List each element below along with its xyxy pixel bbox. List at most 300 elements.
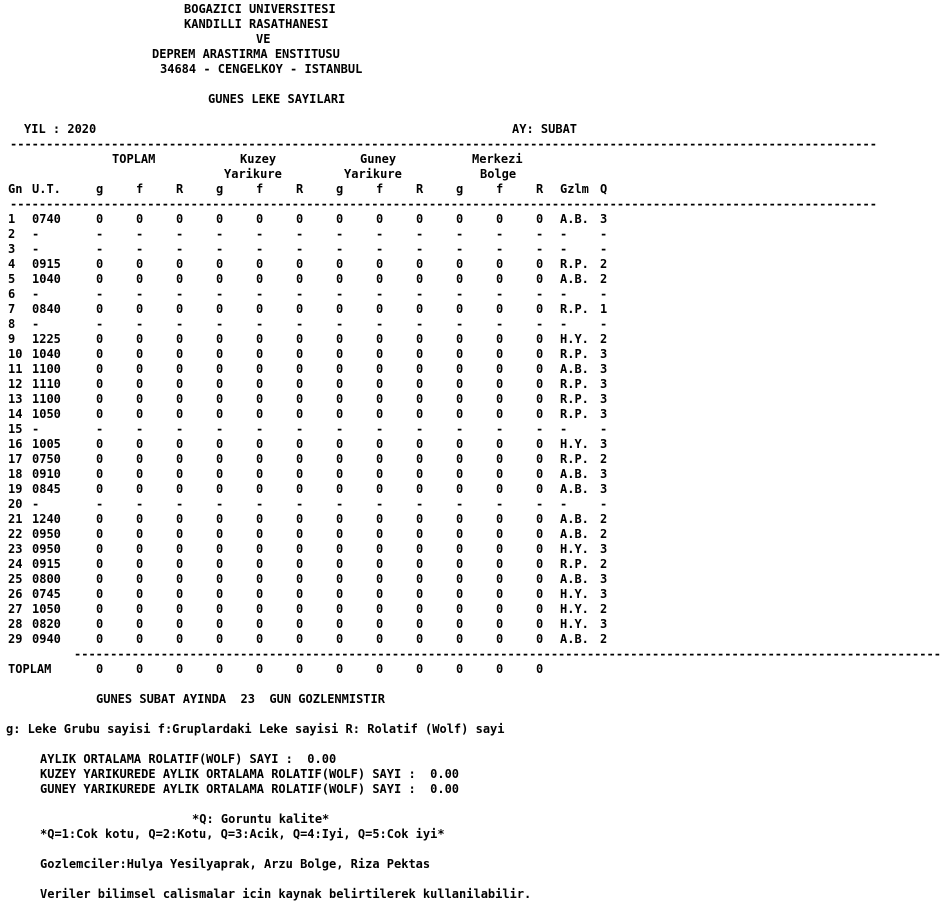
row-merkezi-r: 0 [536,302,544,316]
row-guney-r: 0 [416,377,424,391]
table-row [0,362,628,377]
row-kuzey-g: 0 [216,602,224,616]
row-kuzey-r: 0 [296,452,304,466]
row-kuzey-f: 0 [256,332,264,346]
total-guney-r: 0 [416,662,424,676]
row-guney-f: 0 [376,527,384,541]
row-toplam-r: 0 [176,572,184,586]
row-day: 11 [8,362,23,376]
row-toplam-g: 0 [96,407,104,421]
table-row [0,317,628,332]
row-merkezi-f: 0 [496,392,504,406]
row-day: 13 [8,392,23,406]
row-merkezi-r: 0 [536,392,544,406]
row-quality: - [600,497,608,511]
row-guney-f: 0 [376,452,384,466]
row-guney-r: - [416,242,424,256]
row-guney-r: 0 [416,557,424,571]
quality-scale: *Q=1:Cok kotu, Q=2:Kotu, Q=3:Acik, Q=4:Iyi, Q=5:Cok iyi* [40,827,445,841]
row-merkezi-f: - [496,227,504,241]
observatory-name: KANDILLI RASATHANESI [184,17,329,31]
row-merkezi-f: 0 [496,512,504,526]
group-header-kuzey: Kuzey [240,152,277,166]
top-rule: ------------------------------------------------------------------------------------------------------------------------ [10,137,877,151]
row-ut: 1225 [32,332,61,346]
row-guney-f: 0 [376,302,384,316]
row-observer: A.B. [560,272,589,286]
row-merkezi-f: 0 [496,437,504,451]
row-guney-g: 0 [336,377,344,391]
row-merkezi-g: 0 [456,362,464,376]
row-day: 3 [8,242,16,256]
row-day: 27 [8,602,23,616]
col-guney-r: R [416,182,424,196]
row-guney-r: 0 [416,632,424,646]
row-toplam-r: 0 [176,512,184,526]
row-toplam-g: 0 [96,617,104,631]
row-guney-r: 0 [416,332,424,346]
row-merkezi-g: 0 [456,272,464,286]
row-merkezi-g: - [456,497,464,511]
row-kuzey-r: 0 [296,557,304,571]
total-toplam-r: 0 [176,662,184,676]
total-merkezi-f: 0 [496,662,504,676]
group-subheader-guney: Yarikure [344,167,402,181]
observers-line: Gozlemciler:Hulya Yesilyaprak, Arzu Bolge, Riza Pektas [40,857,431,871]
row-kuzey-f: 0 [256,212,264,226]
row-merkezi-g: 0 [456,572,464,586]
row-kuzey-f: 0 [256,467,264,481]
row-day: 24 [8,557,23,571]
row-quality: 3 [600,467,608,481]
row-toplam-f: 0 [136,572,144,586]
row-kuzey-g: 0 [216,377,224,391]
row-toplam-r: 0 [176,212,184,226]
row-kuzey-g: 0 [216,542,224,556]
row-merkezi-f: 0 [496,557,504,571]
row-guney-f: - [376,287,384,301]
row-toplam-f: - [136,287,144,301]
row-toplam-r: 0 [176,557,184,571]
row-observer: H.Y. [560,437,589,451]
row-toplam-r: 0 [176,407,184,421]
row-ut: 1100 [32,392,61,406]
row-toplam-g: 0 [96,632,104,646]
row-toplam-f: - [136,227,144,241]
table-row [0,542,628,557]
row-toplam-f: 0 [136,362,144,376]
table-row [0,587,628,602]
row-toplam-r: 0 [176,272,184,286]
row-quality: 2 [600,527,608,541]
row-merkezi-f: 0 [496,572,504,586]
row-kuzey-r: 0 [296,512,304,526]
row-ut: 1040 [32,272,61,286]
row-kuzey-r: 0 [296,257,304,271]
row-toplam-g: - [96,242,104,256]
row-guney-r: 0 [416,392,424,406]
col-q: Q [600,182,608,196]
row-merkezi-r: - [536,422,544,436]
table-row [0,302,628,317]
total-kuzey-g: 0 [216,662,224,676]
table-row [0,512,628,527]
row-toplam-g: 0 [96,212,104,226]
row-kuzey-g: 0 [216,617,224,631]
row-ut: 0740 [32,212,61,226]
row-guney-r: 0 [416,572,424,586]
row-kuzey-r: 0 [296,437,304,451]
row-ut: 0950 [32,527,61,541]
row-merkezi-g: 0 [456,512,464,526]
row-day: 4 [8,257,16,271]
row-guney-g: - [336,317,344,331]
row-toplam-r: 0 [176,302,184,316]
row-kuzey-g: 0 [216,572,224,586]
row-kuzey-r: 0 [296,212,304,226]
table-row [0,332,628,347]
table-row [0,392,628,407]
row-kuzey-g: 0 [216,437,224,451]
row-kuzey-f: - [256,317,264,331]
row-quality: 3 [600,572,608,586]
row-kuzey-g: - [216,497,224,511]
row-ut: 0915 [32,257,61,271]
row-toplam-g: 0 [96,392,104,406]
row-guney-f: 0 [376,347,384,361]
row-quality: 3 [600,377,608,391]
row-guney-r: 0 [416,617,424,631]
row-kuzey-g: 0 [216,212,224,226]
row-merkezi-g: 0 [456,332,464,346]
row-toplam-r: 0 [176,392,184,406]
row-guney-g: 0 [336,437,344,451]
row-toplam-f: 0 [136,467,144,481]
row-toplam-f: - [136,317,144,331]
row-toplam-f: - [136,422,144,436]
row-day: 28 [8,617,23,631]
row-kuzey-f: - [256,497,264,511]
col-guney-g: g [336,182,344,196]
table-row [0,497,628,512]
row-guney-f: 0 [376,587,384,601]
row-kuzey-r: 0 [296,587,304,601]
row-ut: 0800 [32,572,61,586]
row-kuzey-g: - [216,287,224,301]
group-subheader-kuzey: Yarikure [224,167,282,181]
row-quality: - [600,422,608,436]
table-row [0,407,628,422]
row-kuzey-r: 0 [296,272,304,286]
header-rule: ------------------------------------------------------------------------------------------------------------------------ [10,197,877,211]
row-merkezi-f: 0 [496,617,504,631]
row-merkezi-r: 0 [536,437,544,451]
row-guney-g: 0 [336,617,344,631]
row-merkezi-r: - [536,497,544,511]
row-observer: R.P. [560,347,589,361]
row-ut: 1050 [32,407,61,421]
table-row [0,602,628,617]
row-kuzey-f: 0 [256,617,264,631]
row-day: 21 [8,512,23,526]
row-observer: A.B. [560,467,589,481]
row-kuzey-g: 0 [216,347,224,361]
row-merkezi-f: - [496,317,504,331]
row-toplam-g: 0 [96,302,104,316]
row-observer: H.Y. [560,602,589,616]
row-guney-g: 0 [336,332,344,346]
row-kuzey-r: 0 [296,392,304,406]
row-merkezi-r: 0 [536,347,544,361]
row-ut: 1005 [32,437,61,451]
row-merkezi-f: - [496,497,504,511]
row-ut: - [32,497,40,511]
row-kuzey-g: 0 [216,392,224,406]
row-ut: - [32,287,40,301]
row-toplam-f: 0 [136,377,144,391]
row-merkezi-f: 0 [496,347,504,361]
row-merkezi-f: 0 [496,407,504,421]
row-kuzey-r: - [296,317,304,331]
total-merkezi-g: 0 [456,662,464,676]
row-merkezi-r: 0 [536,572,544,586]
row-kuzey-r: 0 [296,542,304,556]
row-guney-g: - [336,422,344,436]
row-toplam-f: - [136,497,144,511]
header-conjunction: VE [256,32,271,46]
north-monthly-average: KUZEY YARIKUREDE AYLIK ORTALAMA ROLATIF(WOLF) SAYI : 0.00 [40,767,460,781]
total-label: TOPLAM [8,662,52,676]
row-kuzey-f: - [256,242,264,256]
row-guney-g: 0 [336,527,344,541]
row-kuzey-f: 0 [256,572,264,586]
table-row [0,377,628,392]
row-toplam-f: 0 [136,542,144,556]
row-merkezi-f: 0 [496,257,504,271]
row-toplam-g: 0 [96,587,104,601]
row-guney-r: - [416,227,424,241]
row-kuzey-r: - [296,422,304,436]
row-guney-f: 0 [376,602,384,616]
row-toplam-r: - [176,227,184,241]
row-kuzey-f: 0 [256,482,264,496]
row-merkezi-f: 0 [496,212,504,226]
row-day: 16 [8,437,23,451]
row-toplam-r: 0 [176,437,184,451]
row-kuzey-f: 0 [256,542,264,556]
row-guney-r: 0 [416,407,424,421]
row-kuzey-f: - [256,422,264,436]
row-merkezi-f: 0 [496,377,504,391]
col-toplam-r: R [176,182,184,196]
row-guney-f: 0 [376,542,384,556]
row-kuzey-r: 0 [296,632,304,646]
row-toplam-f: 0 [136,557,144,571]
row-toplam-r: 0 [176,632,184,646]
row-day: 22 [8,527,23,541]
row-observer: A.B. [560,527,589,541]
row-ut: - [32,317,40,331]
row-merkezi-f: 0 [496,467,504,481]
year-label: YIL : 2020 [24,122,97,136]
row-guney-r: 0 [416,257,424,271]
row-merkezi-g: 0 [456,437,464,451]
row-kuzey-g: 0 [216,527,224,541]
row-kuzey-g: 0 [216,302,224,316]
row-kuzey-f: 0 [256,587,264,601]
row-kuzey-g: 0 [216,362,224,376]
row-merkezi-r: 0 [536,632,544,646]
row-merkezi-g: 0 [456,377,464,391]
row-quality: 2 [600,332,608,346]
row-kuzey-r: - [296,242,304,256]
row-toplam-r: - [176,497,184,511]
row-day: 7 [8,302,16,316]
row-guney-f: 0 [376,467,384,481]
total-toplam-g: 0 [96,662,104,676]
col-toplam-f: f [136,182,144,196]
row-quality: - [600,287,608,301]
row-day: 9 [8,332,16,346]
row-merkezi-f: 0 [496,302,504,316]
row-quality: 2 [600,452,608,466]
observed-days-line: GUNES SUBAT AYINDA 23 GUN GOZLENMISTIR [96,692,385,706]
row-kuzey-f: - [256,287,264,301]
col-guney-f: f [376,182,384,196]
row-observer: - [560,227,568,241]
row-observer: R.P. [560,407,589,421]
row-merkezi-f: 0 [496,482,504,496]
row-kuzey-g: 0 [216,452,224,466]
row-merkezi-g: 0 [456,557,464,571]
row-guney-g: 0 [336,467,344,481]
row-merkezi-r: 0 [536,617,544,631]
row-ut: 1040 [32,347,61,361]
row-toplam-g: - [96,497,104,511]
row-toplam-g: 0 [96,257,104,271]
row-merkezi-r: 0 [536,272,544,286]
row-quality: 2 [600,557,608,571]
row-toplam-r: - [176,422,184,436]
row-toplam-g: 0 [96,557,104,571]
row-kuzey-f: 0 [256,362,264,376]
row-observer: H.Y. [560,617,589,631]
row-kuzey-r: - [296,287,304,301]
col-gzlm: Gzlm [560,182,589,196]
row-kuzey-g: 0 [216,557,224,571]
table-row [0,257,628,272]
total-rule: ------------------------------------------------------------------------------------------------------------------------ [74,647,941,661]
row-ut: 0745 [32,587,61,601]
row-toplam-g: 0 [96,542,104,556]
row-guney-r: - [416,422,424,436]
row-guney-r: - [416,497,424,511]
row-day: 23 [8,542,23,556]
row-ut: 0915 [32,557,61,571]
row-quality: 3 [600,437,608,451]
row-guney-r: 0 [416,347,424,361]
row-guney-g: 0 [336,392,344,406]
row-observer: A.B. [560,362,589,376]
row-quality: 3 [600,362,608,376]
row-kuzey-g: 0 [216,467,224,481]
row-kuzey-f: 0 [256,527,264,541]
row-merkezi-r: 0 [536,332,544,346]
row-guney-r: 0 [416,527,424,541]
row-guney-f: 0 [376,392,384,406]
institute-name: DEPREM ARASTIRMA ENSTITUSU [152,47,340,61]
row-ut: 0910 [32,467,61,481]
row-guney-g: - [336,287,344,301]
table-row [0,437,628,452]
col-toplam-g: g [96,182,104,196]
row-toplam-g: 0 [96,467,104,481]
row-kuzey-f: 0 [256,347,264,361]
row-toplam-g: 0 [96,362,104,376]
row-toplam-g: 0 [96,527,104,541]
row-merkezi-g: 0 [456,467,464,481]
row-kuzey-r: - [296,227,304,241]
row-kuzey-g: 0 [216,272,224,286]
row-guney-g: 0 [336,212,344,226]
row-merkezi-g: 0 [456,527,464,541]
col-kuzey-g: g [216,182,224,196]
table-row [0,557,628,572]
row-day: 15 [8,422,23,436]
row-merkezi-r: 0 [536,212,544,226]
row-toplam-g: - [96,317,104,331]
row-toplam-f: 0 [136,332,144,346]
row-guney-g: 0 [336,587,344,601]
row-toplam-r: 0 [176,602,184,616]
row-toplam-g: 0 [96,347,104,361]
row-day: 12 [8,377,23,391]
legend-line: g: Leke Grubu sayisi f:Gruplardaki Leke sayisi R: Rolatif (Wolf) sayi [6,722,505,736]
row-toplam-r: 0 [176,467,184,481]
row-toplam-g: 0 [96,452,104,466]
row-merkezi-g: 0 [456,407,464,421]
row-merkezi-r: 0 [536,452,544,466]
row-day: 8 [8,317,16,331]
row-day: 20 [8,497,23,511]
row-guney-r: 0 [416,452,424,466]
row-guney-g: 0 [336,542,344,556]
row-kuzey-f: 0 [256,257,264,271]
row-kuzey-r: 0 [296,332,304,346]
row-merkezi-r: 0 [536,362,544,376]
row-toplam-f: 0 [136,482,144,496]
row-ut: 0820 [32,617,61,631]
university-name: BOGAZICI UNIVERSITESI [184,2,336,16]
row-guney-r: 0 [416,602,424,616]
total-kuzey-r: 0 [296,662,304,676]
row-merkezi-f: - [496,287,504,301]
row-guney-g: 0 [336,362,344,376]
row-merkezi-g: - [456,242,464,256]
table-row [0,227,628,242]
table-row [0,272,628,287]
row-guney-f: 0 [376,437,384,451]
row-kuzey-f: 0 [256,512,264,526]
row-kuzey-f: 0 [256,437,264,451]
row-kuzey-r: 0 [296,482,304,496]
row-merkezi-g: 0 [456,617,464,631]
row-guney-g: 0 [336,272,344,286]
row-guney-g: 0 [336,257,344,271]
row-merkezi-r: - [536,317,544,331]
row-toplam-r: 0 [176,257,184,271]
row-observer: H.Y. [560,332,589,346]
